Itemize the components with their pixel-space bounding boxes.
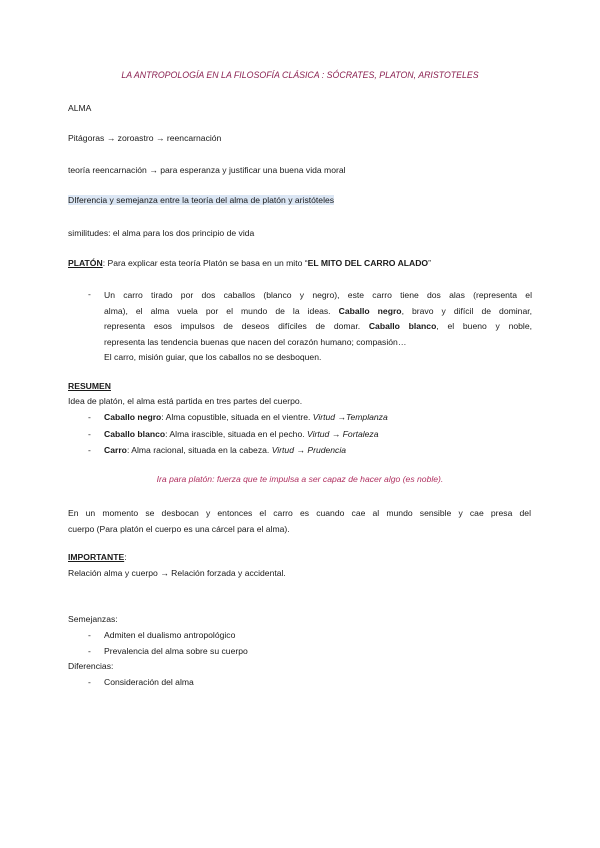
importante-label: IMPORTANTE xyxy=(68,552,125,562)
semejanza-item: Admiten el dualismo antropológico xyxy=(104,630,236,640)
resumen-item-virtud: Virtud → Fortaleza xyxy=(307,429,379,439)
bullet-dash: - xyxy=(88,412,91,422)
bullet-dash: - xyxy=(88,429,91,439)
platon-line xyxy=(68,258,431,268)
resumen-item-bold: Carro xyxy=(104,445,127,455)
carro-line-4: representa las tendencia buenas que nacen del corazón humano; compasión… xyxy=(104,336,407,347)
desbocan-line-1: En un momento se desbocan y entonces el carro es cuando cae al mundo sensible y cae presa del xyxy=(68,508,531,518)
platon-text: : Para explicar esta teoría Platón se basa en un mito “ xyxy=(102,258,308,268)
carro-line-2-a: alma), el alma vuela por el mundo de la ideas. xyxy=(104,305,339,316)
semejanza-item: Prevalencia del alma sobre su cuerpo xyxy=(104,646,248,656)
bullet-dash: - xyxy=(88,445,91,455)
carro-line-5: El carro, misión guiar, que los caballos no se desboquen. xyxy=(104,352,322,362)
semejanzas-heading: Semejanzas: xyxy=(68,614,118,624)
resumen-intro: Idea de platón, el alma está partida en tres partes del cuerpo. xyxy=(68,396,303,406)
myth-name: EL MITO DEL CARRO ALADO xyxy=(307,258,429,268)
carro-line-2 xyxy=(104,304,532,320)
desbocan-paragraph xyxy=(68,505,531,537)
ira-line: Ira para platón: fuerza que te impulsa a ser capaz de hacer algo (es noble). xyxy=(156,474,444,484)
resumen-item-virtud: Virtud →Templanza xyxy=(312,412,388,422)
close-quote: ” xyxy=(428,258,431,268)
alma-heading: ALMA xyxy=(68,103,92,113)
desbocan-line-2: cuerpo (Para platón el cuerpo es una cárcel para el alma). xyxy=(68,523,290,534)
importante-text: Relación alma y cuerpo → Relación forzada y accidental. xyxy=(68,568,286,578)
diferencias-heading: Diferencias: xyxy=(68,661,114,671)
resumen-heading: RESUMEN xyxy=(68,381,111,391)
pitagoras-line: Pitágoras → zoroastro → reencarnación xyxy=(68,133,222,143)
carro-line-1: Un carro tirado por dos caballos (blanco y negro), este carro tiene dos alas (representa el xyxy=(104,290,532,300)
bullet-dash: - xyxy=(88,630,91,640)
bullet-dash: - xyxy=(88,289,91,299)
resumen-item xyxy=(104,429,379,439)
resumen-item xyxy=(104,445,346,455)
bullet-dash: - xyxy=(88,646,91,656)
caballo-blanco-bold: Caballo blanco xyxy=(368,321,437,331)
carro-line-3-a: representa esos impulsos de deseos difíciles de domar. xyxy=(104,321,369,331)
caballo-negro-bold: Caballo negro xyxy=(338,305,402,316)
diferencia-line xyxy=(68,195,334,205)
resumen-item-text: : Alma irascible, situada en el pecho. xyxy=(165,429,308,439)
resumen-item-bold: Caballo negro xyxy=(104,412,162,422)
highlighted-text: DIferencia y semejanza entre la teoría del alma de platón y aristóteles xyxy=(68,195,335,205)
resumen-item-text: : Alma copustible, situada en el vientre. xyxy=(161,412,313,422)
similitudes-line: similitudes: el alma para los dos principio de vida xyxy=(68,228,255,238)
bullet-dash: - xyxy=(88,677,91,687)
carro-paragraph xyxy=(104,288,532,366)
resumen-item-text: : Alma racional, situada en la cabeza. xyxy=(126,445,272,455)
resumen-item-bold: Caballo blanco xyxy=(104,429,166,439)
carro-line-3-c: , el bueno y noble, xyxy=(436,321,532,331)
document-title: LA ANTROPOLOGÍA EN LA FILOSOFÍA CLÁSICA : SÓCRATES, PLATON, ARISTOTELES xyxy=(121,70,479,80)
carro-line-3 xyxy=(104,319,532,335)
importante-heading xyxy=(68,552,127,562)
platon-label: PLATÓN xyxy=(68,258,103,268)
resumen-item-virtud: Virtud → Prudencia xyxy=(271,445,347,455)
carro-line-2-c: , bravo y difícil de dominar, xyxy=(401,305,532,316)
diferencia-item: Consideración del alma xyxy=(104,677,194,687)
importante-colon: : xyxy=(124,552,127,562)
resumen-item xyxy=(104,412,388,422)
teoria-line: teoría reencarnación → para esperanza y justificar una buena vida moral xyxy=(68,165,346,175)
